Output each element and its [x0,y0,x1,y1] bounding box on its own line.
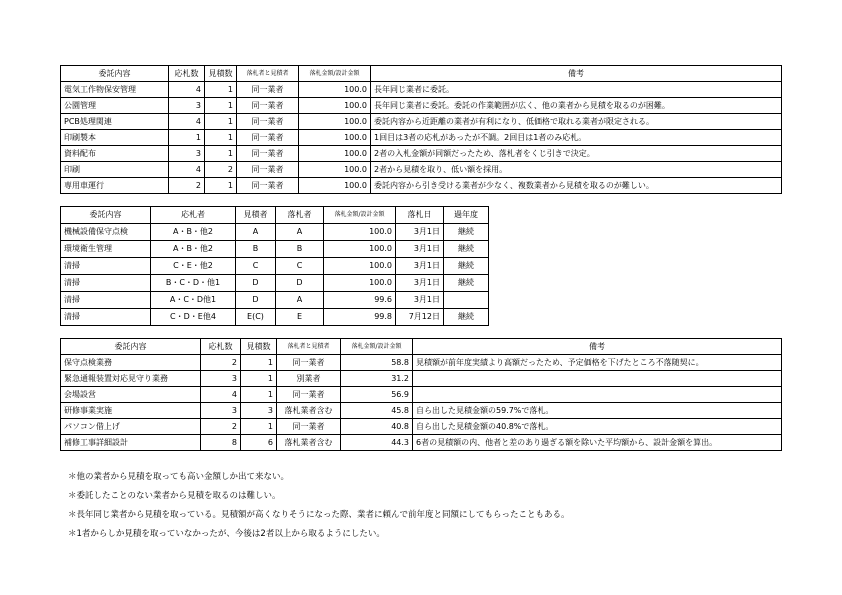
cell-prior-year: 継続 [444,258,489,275]
cell-contract: パソコン借上げ [61,419,201,435]
cell-estimate-count: 1 [241,371,277,387]
cell-bidders: B・C・D・他1 [151,275,236,292]
cell-contract: 清掃 [61,258,151,275]
cell-winner: B [276,241,324,258]
cell-bid-count: 3 [201,371,241,387]
header-contract: 委託内容 [61,66,169,82]
header-estimate-count: 見積数 [205,66,237,82]
header-bid-count: 応札数 [201,339,241,355]
cell-estimator: D [236,275,276,292]
cell-bid-count: 4 [169,162,205,178]
cell-award-date: 3月1日 [396,275,444,292]
cell-contract: 資料配布 [61,146,169,162]
header-remarks: 備考 [371,66,782,82]
table-header-row [61,66,782,82]
table-row [61,146,782,162]
cell-winner-estimator: 落札業者含む [277,435,341,451]
cell-winner-estimator: 同一業者 [237,178,299,194]
cell-ratio: 100.0 [324,224,396,241]
cell-bidders: A・B・他2 [151,224,236,241]
header-winner-estimator: 落札者と見積者 [277,339,341,355]
cell-prior-year [444,292,489,309]
cell-remarks: 2者の入札金額が同額だったため、落札者をくじ引きで決定。 [371,146,782,162]
cell-contract: PCB処理関連 [61,114,169,130]
table-header-row [61,207,489,224]
cell-bid-count: 4 [169,114,205,130]
cell-bidders: C・D・E他4 [151,309,236,326]
table-row [61,435,782,451]
cell-contract: 清掃 [61,292,151,309]
table-row [61,371,782,387]
cell-winner-estimator: 同一業者 [277,355,341,371]
header-winner-estimator: 落札者と見積者 [237,66,299,82]
cell-bid-count: 1 [169,130,205,146]
cell-prior-year: 継続 [444,309,489,326]
table-row [61,387,782,403]
cell-estimate-count: 1 [205,98,237,114]
cell-winner: A [276,224,324,241]
cell-ratio: 44.3 [341,435,413,451]
cell-prior-year: 継続 [444,275,489,292]
cell-estimate-count: 2 [205,162,237,178]
table-row [61,82,782,98]
header-estimate-count: 見積数 [241,339,277,355]
cell-winner-estimator: 別業者 [277,371,341,387]
cell-contract: 会場設営 [61,387,201,403]
header-ratio: 落札金額/設計金額 [299,66,371,82]
note-item: ＊他の業者から見積を取っても高い金額しか出て来ない。 [68,472,290,482]
table-row [61,130,782,146]
table-bidders-cases [60,206,489,326]
cell-ratio: 100.0 [324,275,396,292]
cell-contract: 補修工事詳細設計 [61,435,201,451]
cell-ratio: 100.0 [324,258,396,275]
cell-ratio: 100.0 [299,130,371,146]
cell-contract: 清掃 [61,309,151,326]
cell-winner-estimator: 同一業者 [237,130,299,146]
cell-winner-estimator: 同一業者 [277,387,341,403]
cell-contract: 公園管理 [61,98,169,114]
table-row [61,178,782,194]
cell-ratio: 31.2 [341,371,413,387]
table-low-ratio-cases [60,338,782,451]
table-header-row [61,339,782,355]
header-award-date: 落札日 [396,207,444,224]
cell-winner: A [276,292,324,309]
cell-winner: D [276,275,324,292]
cell-contract: 緊急通報装置対応見守り業務 [61,371,201,387]
table-row [61,309,489,326]
cell-bidders: A・B・他2 [151,241,236,258]
cell-contract: 保守点検業務 [61,355,201,371]
cell-ratio: 100.0 [324,241,396,258]
cell-bid-count: 3 [201,403,241,419]
cell-winner: E [276,309,324,326]
cell-estimate-count: 6 [241,435,277,451]
cell-winner-estimator: 同一業者 [237,98,299,114]
cell-bid-count: 2 [169,178,205,194]
cell-estimator: E(C) [236,309,276,326]
cell-ratio: 100.0 [299,98,371,114]
cell-contract: 印刷製本 [61,130,169,146]
cell-estimate-count: 1 [241,419,277,435]
table-row [61,114,782,130]
cell-remarks: 委託内容から引き受ける業者が少なく、複数業者から見積を取るのが難しい。 [371,178,782,194]
cell-award-date: 3月1日 [396,258,444,275]
header-prior-year: 過年度 [444,207,489,224]
cell-prior-year: 継続 [444,241,489,258]
header-ratio: 落札金額/設計金額 [341,339,413,355]
cell-winner-estimator: 同一業者 [237,114,299,130]
cell-contract: 研修事業実施 [61,403,201,419]
cell-remarks: 自ら出した見積金額の40.8%で落札。 [413,419,782,435]
header-winner: 落札者 [276,207,324,224]
cell-estimate-count: 1 [205,178,237,194]
cell-estimate-count: 1 [205,82,237,98]
cell-estimator: D [236,292,276,309]
notes-list [68,468,570,544]
cell-winner: C [276,258,324,275]
cell-estimate-count: 1 [241,387,277,403]
cell-award-date: 3月1日 [396,241,444,258]
cell-award-date: 3月1日 [396,292,444,309]
table-row [61,419,782,435]
cell-estimate-count: 1 [241,355,277,371]
cell-winner-estimator: 同一業者 [237,162,299,178]
cell-bidders: A・C・D他1 [151,292,236,309]
table-row [61,241,489,258]
cell-ratio: 99.8 [324,309,396,326]
cell-ratio: 99.6 [324,292,396,309]
cell-bid-count: 4 [169,82,205,98]
header-remarks: 備考 [413,339,782,355]
note-item: ＊1者からしか見積を取っていなかったが、今後は2者以上から取るようにしたい。 [68,529,385,539]
cell-remarks: 1回目は3者の応札があったが不調。2回目は1者のみ応札。 [371,130,782,146]
cell-bid-count: 4 [201,387,241,403]
cell-bid-count: 2 [201,419,241,435]
cell-winner-estimator: 同一業者 [237,146,299,162]
cell-estimator: A [236,224,276,241]
cell-ratio: 45.8 [341,403,413,419]
cell-contract: 機械設備保守点検 [61,224,151,241]
cell-estimate-count: 1 [205,130,237,146]
cell-ratio: 100.0 [299,178,371,194]
cell-ratio: 100.0 [299,114,371,130]
header-bid-count: 応札数 [169,66,205,82]
cell-estimator: B [236,241,276,258]
cell-ratio: 100.0 [299,82,371,98]
table-row [61,292,489,309]
cell-ratio: 56.9 [341,387,413,403]
cell-bidders: C・E・他2 [151,258,236,275]
cell-estimator: C [236,258,276,275]
cell-bid-count: 3 [169,98,205,114]
cell-contract: 専用車運行 [61,178,169,194]
header-contract: 委託内容 [61,339,201,355]
cell-remarks: 委託内容から近距離の業者が有利になり、低価格で取れる業者が限定される。 [371,114,782,130]
cell-remarks: 見積額が前年度実績より高額だったため、予定価格を下げたところ不落随契に。 [413,355,782,371]
cell-contract: 清掃 [61,275,151,292]
cell-winner-estimator: 同一業者 [277,419,341,435]
cell-remarks: 自ら出した見積金額の59.7%で落札。 [413,403,782,419]
header-contract: 委託内容 [61,207,151,224]
cell-winner-estimator: 落札業者含む [277,403,341,419]
note-item: ＊長年同じ業者から見積を取っている。見積額が高くなりそうになった際、業者に頼んで前年度と同額にしてもらったこともある。 [68,510,570,520]
cell-winner-estimator: 同一業者 [237,82,299,98]
cell-prior-year: 継続 [444,224,489,241]
cell-remarks [413,387,782,403]
cell-award-date: 3月1日 [396,224,444,241]
table-row [61,355,782,371]
cell-remarks: 6者の見積額の内、他者と差のあり過ぎる額を除いた平均額から、設計金額を算出。 [413,435,782,451]
table-row [61,98,782,114]
cell-contract: 印刷 [61,162,169,178]
cell-ratio: 40.8 [341,419,413,435]
cell-estimate-count: 3 [241,403,277,419]
cell-bid-count: 8 [201,435,241,451]
cell-remarks: 長年同じ業者に委託。 [371,82,782,98]
header-bidders: 応札者 [151,207,236,224]
cell-contract: 電気工作物保安管理 [61,82,169,98]
header-ratio: 落札金額/設計金額 [324,207,396,224]
cell-ratio: 58.8 [341,355,413,371]
table-row [61,403,782,419]
cell-estimate-count: 1 [205,146,237,162]
note-item: ＊委託したことのない業者から見積を取るのは難しい。 [68,491,281,501]
cell-contract: 環境衛生管理 [61,241,151,258]
cell-award-date: 7月12日 [396,309,444,326]
cell-estimate-count: 1 [205,114,237,130]
cell-bid-count: 3 [169,146,205,162]
cell-ratio: 100.0 [299,146,371,162]
cell-bid-count: 2 [201,355,241,371]
table-row [61,224,489,241]
table-row [61,258,489,275]
cell-remarks: 長年同じ業者に委託。委託の作業範囲が広く、他の業者から見積を取るのが困難。 [371,98,782,114]
cell-ratio: 100.0 [299,162,371,178]
table-single-bid-cases [60,65,782,194]
table-row [61,275,489,292]
cell-remarks: 2者から見積を取り、低い額を採用。 [371,162,782,178]
header-estimator: 見積者 [236,207,276,224]
cell-remarks [413,371,782,387]
table-row [61,162,782,178]
